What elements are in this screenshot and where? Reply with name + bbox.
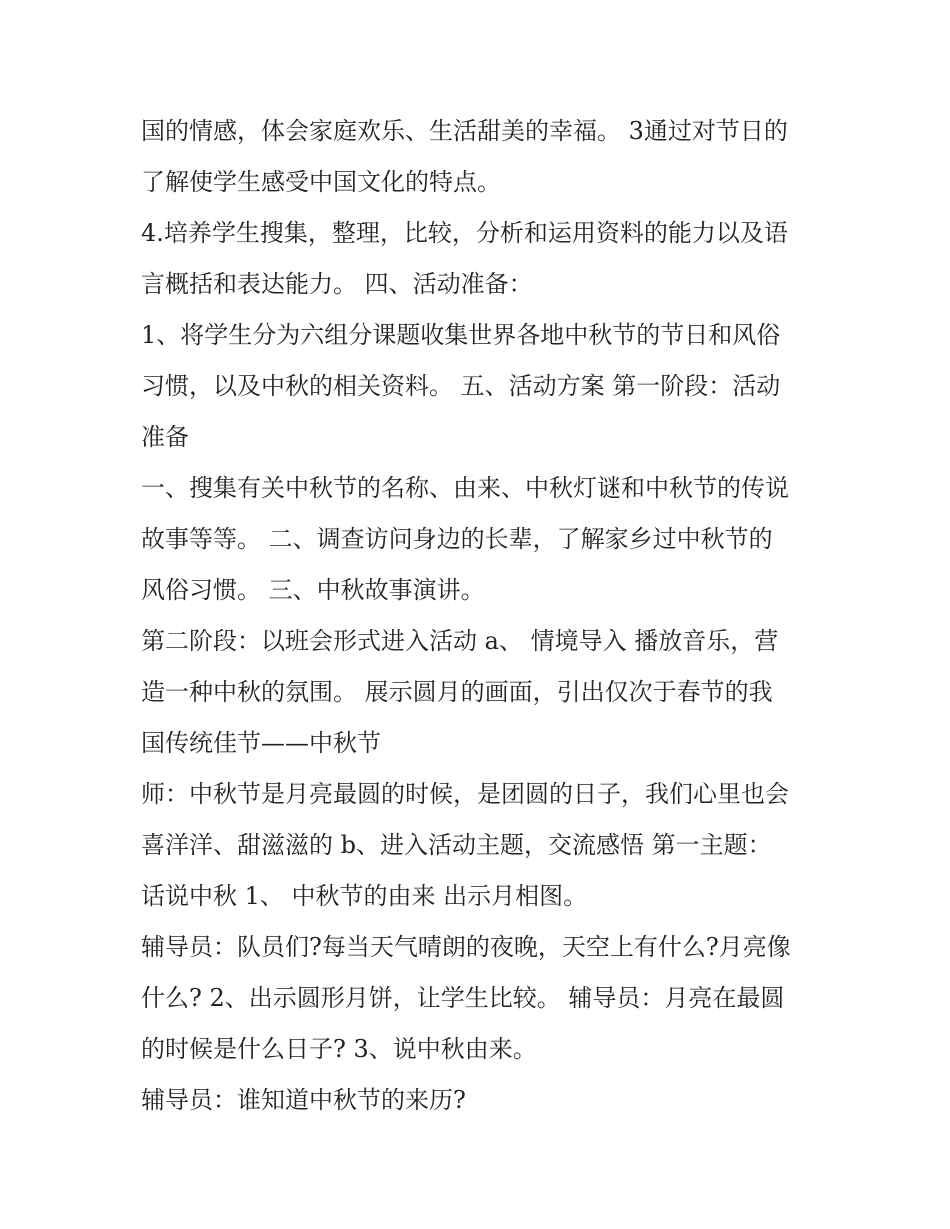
text-line: 习惯，以及中秋的相关资料。 五、活动方案 第一阶段：活动 [141,372,781,400]
paragraph-6 [141,769,813,922]
text-line: 的时候是什么日子? 3、说中秋由来。 [141,1035,537,1063]
text-line: 喜洋洋、甜滋滋的 b、进入活动主题，交流感悟 第一主题： [141,831,772,859]
text-line: 师：中秋节是月亮最圆的时候，是团圆的日子，我们心里也会 [141,780,789,808]
text-line: 1、将学生分为六组分课题收集世界各地中秋节的节日和风俗 [141,321,781,349]
text-line: 国的情感，体会家庭欢乐、生活甜美的幸福。 3通过对节日的 [141,117,788,145]
paragraph-7 [141,922,813,1075]
paragraph-5 [141,616,813,769]
paragraph-4 [141,463,813,616]
text-line: 一、搜集有关中秋节的名称、由来、中秋灯谜和中秋节的传说 [141,474,789,502]
text-line: 辅导员：谁知道中秋节的来历? [141,1086,466,1114]
document-body [141,106,813,1126]
text-line: 造一种中秋的氛围。 展示圆月的画面，引出仅次于春节的我 [141,678,773,706]
paragraph-8 [141,1075,813,1126]
text-line: 风俗习惯。 三、中秋故事演讲。 [141,576,485,604]
text-line: 话说中秋 1、 中秋节的由来 出示月相图。 [141,882,588,910]
text-line: 故事等等。 二、调查访问身边的长辈，了解家乡过中秋节的 [141,525,773,553]
text-line: 准备 [141,423,189,451]
text-line: 什么? 2、出示圆形月饼，让学生比较。 辅导员：月亮在最圆 [141,984,785,1012]
text-line: 第二阶段：以班会形式进入活动 a、 情境导入 播放音乐，营 [141,627,779,655]
paragraph-2 [141,208,813,310]
text-line: 4.培养学生搜集，整理，比较，分析和运用资料的能力以及语 [141,219,788,247]
paragraph-1 [141,106,813,208]
text-line: 辅导员：队员们?每当天气晴朗的夜晚，天空上有什么?月亮像 [141,933,791,961]
text-line: 了解使学生感受中国文化的特点。 [141,168,501,196]
text-line: 国传统佳节——中秋节 [141,729,381,757]
text-line: 言概括和表达能力。 四、活动准备： [141,270,533,298]
paragraph-3 [141,310,813,463]
